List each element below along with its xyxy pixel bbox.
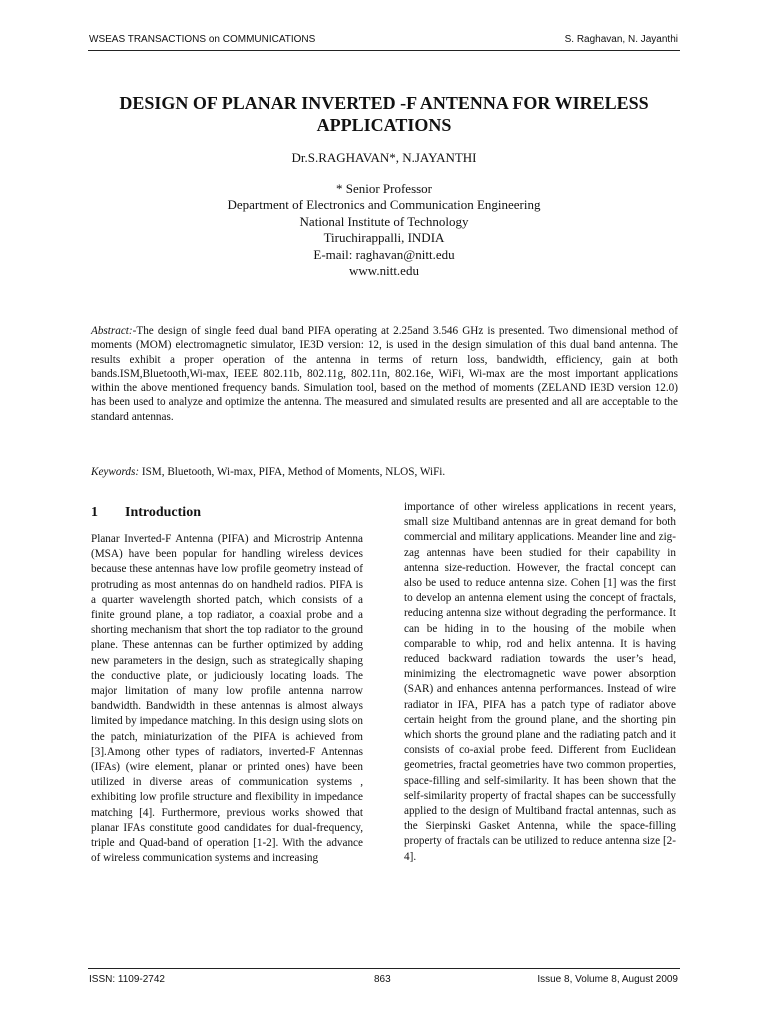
footer-rule bbox=[88, 968, 680, 969]
section-number: 1 bbox=[91, 505, 98, 520]
affiliation-role: * Senior Professor bbox=[335, 181, 433, 196]
abstract-text: -The design of single feed dual band PIFA operating at 2.25and 3.546 GHz is presented. Two dimensional method of moments (MOM) electromagnetic simulator, IE3D version: 12, is used in the design simulation of this dual band antenna. The results exhibit a proper operation of the antenna in terms of return loss, bandwidth, efficiency, gain at both bands.ISM,Bluetooth,Wi-max, IEEE 802.11b, 802.11g, 802.11n, 802.16e, WiFi, Wi-max are the most important applications within the above mentioned frequency bands. Simulation tool, based on the method of moments (ZELAND IE3D version 12.0) has been used to analyze and optimize the antenna. The measured and simulated results are presented and all are acceptable to the standard antennas. bbox=[91, 325, 678, 423]
affiliation-website: www.nitt.edu bbox=[349, 263, 419, 279]
running-header-journal: WSEAS TRANSACTIONS on COMMUNICATIONS bbox=[89, 34, 316, 45]
affiliation-email: E-mail: raghavan@nitt.edu bbox=[313, 246, 455, 262]
paper-authors: Dr.S.RAGHAVAN*, N.JAYANTHI bbox=[291, 150, 477, 165]
keywords-label: Keywords: bbox=[91, 466, 140, 478]
header-rule bbox=[88, 50, 680, 51]
section-title: Introduction bbox=[125, 505, 201, 520]
affiliation-department: Department of Electronics and Communication Engineering bbox=[227, 197, 541, 213]
footer-issn: ISSN: 1109-2742 bbox=[89, 974, 165, 985]
section-heading bbox=[91, 505, 201, 521]
footer-issue: Issue 8, Volume 8, August 2009 bbox=[537, 974, 678, 985]
keywords-text: ISM, Bluetooth, Wi-max, PIFA, Method of Moments, NLOS, WiFi. bbox=[139, 466, 446, 478]
author-affiliation bbox=[88, 181, 680, 279]
footer-page-number: 863 bbox=[374, 974, 391, 985]
paper-title: DESIGN OF PLANAR INVERTED -F ANTENNA FOR WIRELESS APPLICATIONS bbox=[119, 93, 649, 135]
affiliation-institute: National Institute of Technology bbox=[299, 213, 469, 229]
keywords bbox=[91, 465, 678, 479]
abstract-label: Abstract: bbox=[91, 325, 133, 337]
body-column-right: importance of other wireless applications in recent years, small size Multiband antennas are in great demand for both commercial and military applications. Meander line and zig-zag antennas have been studied for their capability in antenna size-reduction. However, the fractal concept can also be used to reduce antenna size. Cohen [1] was the first to develop an antenna element using the concept of fractals, reducing antenna size without degrading the performance. It can be hiding in to the housing of the mobile when comparable to whip, rod and helix antenna. It is having reduced backward radiation towards the user’s head, minimizing the electromagnetic wave power absorption (SAR) and enhances antenna performances. Instead of wire radiator in IFA, PIFA has a patch type of radiator above certain height from the ground plane, and the shorting pin which shorts the ground plane and the radiating patch and it consists of co-axial probe feed. Different from Euclidean geometries, fractal geometries have two common properties, space-filling and self-similarity. It has been shown that the self-similarity property of fractal shapes can be successfully applied to the design of Multiband fractal antennas, such as the Sierpinski Gasket Antenna, while the space-filling property of fractals can be utilized to reduce antenna size [2-4]. bbox=[404, 501, 676, 863]
running-header-authors: S. Raghavan, N. Jayanthi bbox=[564, 34, 678, 45]
affiliation-location: Tiruchirappalli, INDIA bbox=[323, 230, 445, 246]
body-column-left: Planar Inverted-F Antenna (PIFA) and Microstrip Antenna (MSA) have been popular for handling wireless devices because these antennas have low profile geometry instead of protruding as most antennas do on handheld radios. PIFA is a quarter wavelength shorted patch, which consists of a finite ground plane, a top radiator, a coaxial probe and a shorting mechanism that short the top radiator to the ground plane. These antennas can be further optimized by adding new parameters in the design, such as strategically shaping the conductive plate, or judiciously locating loads. The major limitation of many low profile antenna narrow bandwidth. Bandwidth in these antennas is almost always limited by impedance matching. In this design using slots on the patch, miniaturization of the PIFA is achieved from [3].Among other types of radiators, inverted-F Antennas (IFAs) (wire element, planar or printed ones) have been utilized in diverse areas of communication systems , exhibiting low profile structure and flexibility in impedance matching [4]. Furthermore, previous works showed that planar IFAs constitute good candidates for dual-frequency, triple and Quad-band of operation [1-2]. With the advance of wireless communication systems and increasing bbox=[91, 533, 363, 865]
abstract bbox=[91, 324, 678, 424]
